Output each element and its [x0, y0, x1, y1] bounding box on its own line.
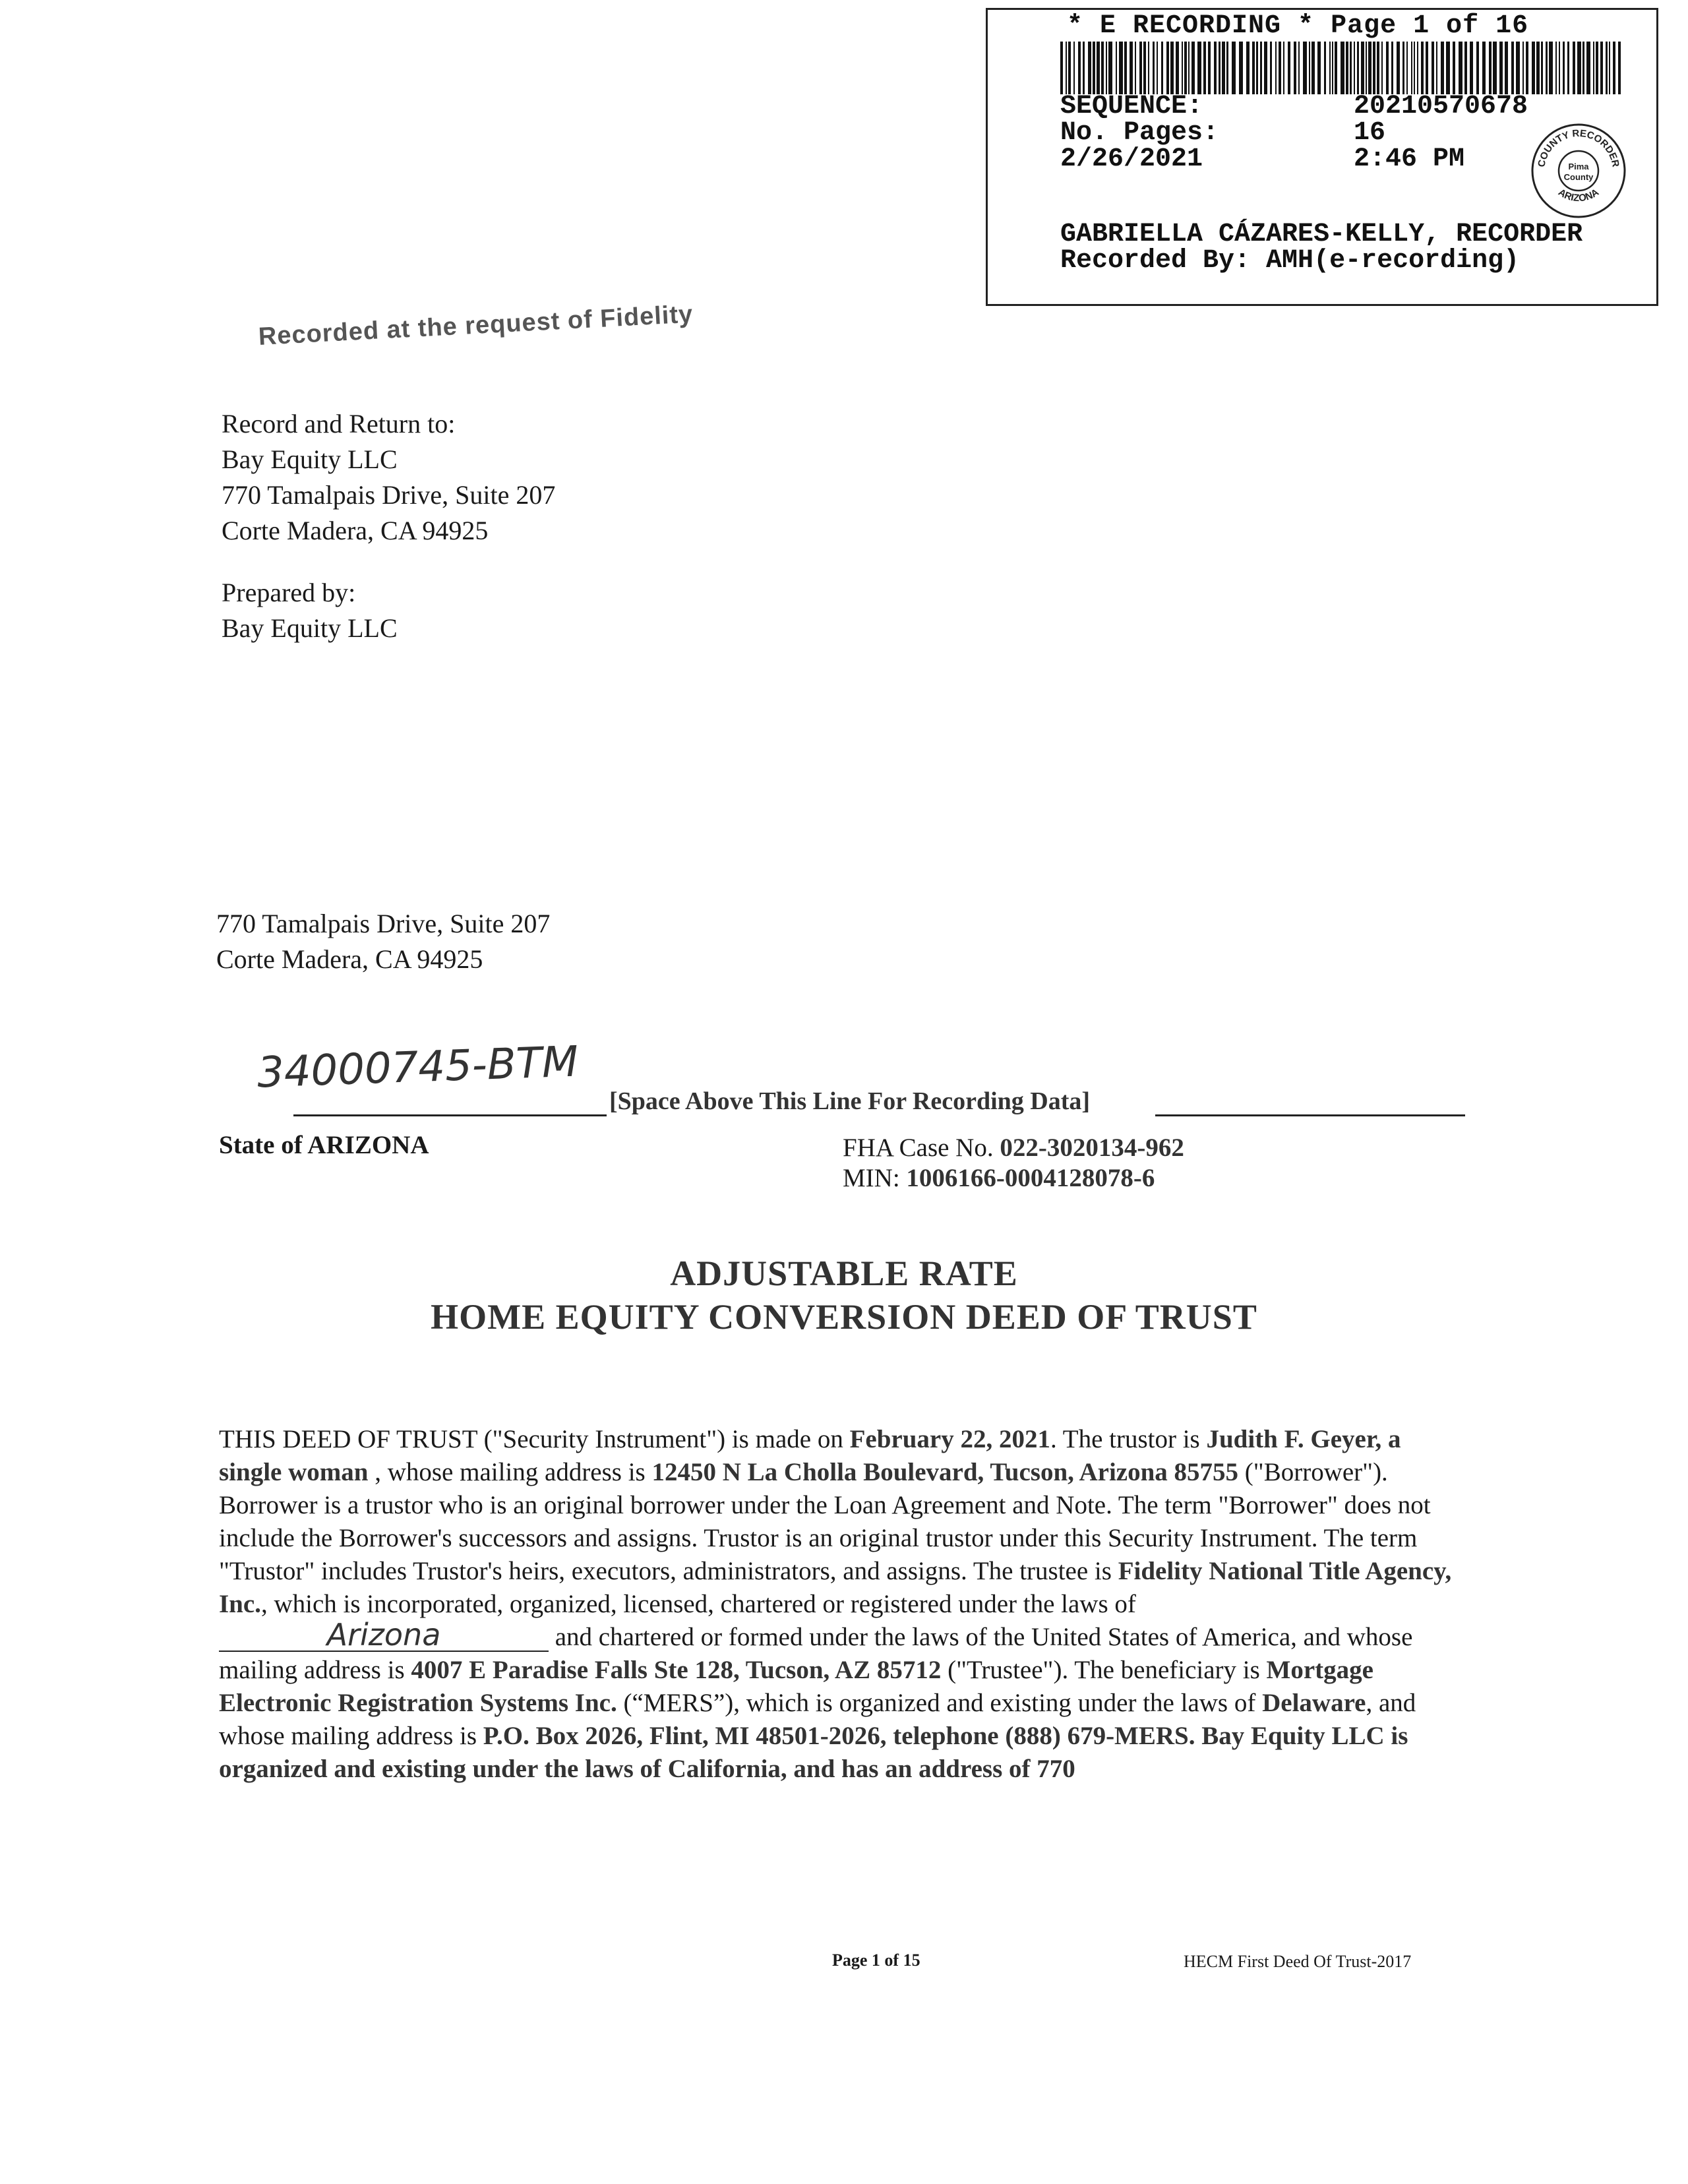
handwritten-file-number: 34000745-BTM	[256, 1037, 580, 1098]
barcode-bar	[1184, 42, 1187, 94]
barcode-bar	[1148, 42, 1149, 94]
body-text: . The trustor is	[1050, 1425, 1207, 1453]
barcode-bar	[1252, 42, 1255, 94]
barcode-bar	[1417, 42, 1418, 94]
barcode-bar	[1073, 42, 1075, 94]
barcode-bar	[1157, 42, 1158, 94]
barcode-bar	[1309, 42, 1310, 94]
barcode-bar	[1153, 42, 1155, 94]
barcode-bar	[1166, 42, 1169, 94]
barcode-bar	[1577, 42, 1581, 94]
prepared-line: Prepared by:	[222, 578, 356, 607]
barcode-bar	[1222, 42, 1225, 94]
barcode-bar	[1294, 42, 1296, 94]
prepared-line: Bay Equity LLC	[222, 613, 398, 643]
barcode-bar	[1188, 42, 1190, 94]
barcode-bar	[1464, 42, 1467, 94]
barcode-bar	[1116, 42, 1117, 94]
deed-date: February 22, 2021	[849, 1425, 1050, 1453]
body-text: , whose mailing address is	[368, 1458, 652, 1486]
body-text: ("Trustee"). The beneficiary is	[941, 1656, 1267, 1684]
barcode-bar	[1549, 42, 1553, 94]
sequence-value: 20210570678	[1354, 92, 1528, 121]
barcode-bar	[1332, 42, 1333, 94]
barcode-bar	[1397, 42, 1400, 94]
address-block	[216, 906, 550, 977]
barcode-bar	[1414, 42, 1415, 94]
body-text: , which is incorporated, organized, licensed, chartered or registered under the laws of	[260, 1590, 1136, 1618]
return-line: 770 Tamalpais Drive, Suite 207	[222, 480, 556, 510]
body-text: THIS DEED OF TRUST ("Security Instrument") is made on	[219, 1425, 850, 1453]
recorder-name: GABRIELLA CÁZARES-KELLY, RECORDER	[1060, 220, 1583, 249]
address-line: 770 Tamalpais Drive, Suite 207	[216, 909, 551, 938]
barcode-bar	[1298, 42, 1300, 94]
barcode-bar	[1582, 42, 1584, 94]
trustor-name: Judith F. Geyer, a single woman	[219, 1425, 1401, 1486]
barcode-bar	[1476, 42, 1479, 94]
barcode-bar	[1441, 42, 1444, 94]
seal-center-1: Pima	[1568, 162, 1589, 171]
address-line: Corte Madera, CA 94925	[216, 944, 483, 974]
fha-case-number	[843, 1133, 1184, 1163]
barcode-bar	[1346, 42, 1348, 94]
barcode-bar	[1357, 42, 1359, 94]
seal-top-text: COUNTY RECORDER	[1536, 127, 1621, 168]
fha-value: 022-3020134-962	[1000, 1134, 1184, 1162]
barcode-bar	[1373, 42, 1375, 94]
barcode-bar	[1068, 42, 1071, 94]
barcode-bar	[1613, 42, 1615, 94]
state-label: State of ARIZONA	[219, 1131, 429, 1159]
barcode-bar	[1499, 42, 1503, 94]
return-line: Bay Equity LLC	[222, 444, 398, 474]
barcode-bar	[1470, 42, 1473, 94]
barcode-bar	[1170, 42, 1174, 94]
space-above-line-label: [Space Above This Line For Recording Data]	[609, 1087, 1091, 1115]
beneficiary-address: P.O. Box 2026, Flint, MI 48501-2026, telephone (888) 679-MERS. Bay Equity LLC is organized and existing under the laws of California, and has an address of 770	[219, 1722, 1408, 1783]
barcode-bar	[1203, 42, 1206, 94]
min-label: MIN:	[843, 1164, 900, 1192]
barcode-bar	[1119, 42, 1123, 94]
fha-label: FHA Case No.	[843, 1134, 994, 1162]
barcode-bar	[1060, 42, 1063, 94]
barcode-bar	[1324, 42, 1326, 94]
barcode-bar	[1516, 42, 1520, 94]
barcode-bar	[1256, 42, 1258, 94]
barcode-bar	[1182, 42, 1183, 94]
stamp-header: * E RECORDING * Page 1 of 16	[1067, 11, 1529, 41]
body-text: (“MERS”), which is organized and existing under the laws of	[617, 1689, 1263, 1717]
barcode-bar	[1526, 42, 1528, 94]
barcode-bar	[1559, 42, 1560, 94]
barcode-bar	[1329, 42, 1331, 94]
barcode-bar	[1555, 42, 1557, 94]
document-title-line-1: ADJUSTABLE RATE	[670, 1254, 1018, 1293]
recording-line-right	[1155, 1114, 1465, 1116]
barcode-bar	[1135, 42, 1136, 94]
barcode-bar	[1124, 42, 1127, 94]
barcode-bar	[1283, 42, 1284, 94]
barcode-bar	[1139, 42, 1142, 94]
seal-center-2: County	[1563, 172, 1594, 182]
seal-bottom-text: ARIZONA	[1556, 187, 1601, 204]
barcode-bar	[1176, 42, 1179, 94]
barcode-bar	[1573, 42, 1575, 94]
barcode-bar	[1593, 42, 1594, 94]
barcode-bar	[1317, 42, 1321, 94]
barcode-bar	[1354, 42, 1355, 94]
barcode-bar	[1350, 42, 1352, 94]
barcode-bar	[1226, 42, 1228, 94]
barcode	[1060, 42, 1621, 94]
barcode-bar	[1482, 42, 1486, 94]
barcode-bar	[1522, 42, 1524, 94]
barcode-bar	[1511, 42, 1514, 94]
barcode-bar	[1078, 42, 1081, 94]
beneficiary-state: Delaware	[1262, 1689, 1366, 1717]
prepared-by-block	[222, 575, 398, 646]
barcode-bar	[1083, 42, 1085, 94]
barcode-bar	[1596, 42, 1598, 94]
barcode-bar	[1421, 42, 1424, 94]
barcode-bar	[1232, 42, 1236, 94]
trustee-name: Fidelity National Title Agency, Inc.	[219, 1557, 1452, 1618]
barcode-bar	[1493, 42, 1497, 94]
beneficiary-name: Mortgage Electronic Registration Systems Inc.	[219, 1656, 1373, 1717]
recording-line-left	[293, 1114, 607, 1116]
barcode-bar	[1197, 42, 1201, 94]
svg-text:ARIZONA	[1556, 187, 1601, 204]
form-name: HECM First Deed Of Trust-2017	[1184, 1952, 1412, 1971]
barcode-bar	[1609, 42, 1610, 94]
barcode-bar	[1270, 42, 1272, 94]
record-time: 2:46 PM	[1354, 144, 1465, 174]
barcode-bar	[1402, 42, 1404, 94]
barcode-bar	[1600, 42, 1603, 94]
recorded-by: Recorded By: AMH(e-recording)	[1060, 246, 1520, 276]
barcode-bar	[1260, 42, 1262, 94]
body-text: and chartered or formed under the laws of the United States of America, and whose mailing address is	[219, 1623, 1413, 1684]
min-number	[843, 1163, 1155, 1193]
barcode-bar	[1432, 42, 1434, 94]
document-title-line-2: HOME EQUITY CONVERSION DEED OF TRUST	[431, 1297, 1257, 1337]
min-value: 1006166-0004128078-6	[906, 1164, 1155, 1192]
record-date: 2/26/2021	[1060, 144, 1203, 174]
barcode-bar	[1381, 42, 1383, 94]
recording-stamp	[986, 8, 1658, 306]
barcode-bar	[1219, 42, 1221, 94]
pages-value: 16	[1354, 118, 1386, 148]
trustor-address: 12450 N La Cholla Boulevard, Tucson, Arizona 85755	[651, 1458, 1239, 1486]
barcode-bar	[1279, 42, 1281, 94]
barcode-bar	[1426, 42, 1428, 94]
body-paragraph	[219, 1423, 1459, 1786]
barcode-bar	[1368, 42, 1372, 94]
barcode-bar	[1489, 42, 1492, 94]
barcode-bar	[1066, 42, 1067, 94]
barcode-bar	[1161, 42, 1163, 94]
barcode-bar	[1536, 42, 1540, 94]
pages-label: No. Pages:	[1060, 118, 1219, 148]
barcode-bar	[1459, 42, 1462, 94]
record-return-block	[222, 406, 555, 549]
fidelity-rubber-stamp: Recorded at the request of Fidelity	[257, 300, 694, 351]
page-number: Page 1 of 15	[832, 1951, 920, 1970]
return-line: Corte Madera, CA 94925	[222, 516, 489, 545]
sequence-label: SEQUENCE:	[1060, 92, 1203, 121]
barcode-bar	[1335, 42, 1337, 94]
barcode-bar	[1567, 42, 1569, 94]
barcode-bar	[1264, 42, 1267, 94]
body-text: ("Borrower"). Borrower is a trustor who is an original borrower under the Loan Agreement and Note. The term "Borrower" does not include the Borrower's successors and assigns. Trustor is an original trustor under this Security Instrument. The term "Trustor" includes Trustor's heirs, executors, administrators, and assigns. The trustee is	[219, 1458, 1431, 1585]
barcode-bar	[1275, 42, 1277, 94]
barcode-bar	[1311, 42, 1315, 94]
barcode-bar	[1532, 42, 1535, 94]
barcode-bar	[1093, 42, 1095, 94]
body-text: , and whose mailing address is	[219, 1689, 1416, 1750]
barcode-bar	[1563, 42, 1565, 94]
county-seal	[1530, 122, 1627, 220]
barcode-bar	[1341, 42, 1344, 94]
barcode-bar	[1541, 42, 1543, 94]
barcode-bar	[1143, 42, 1146, 94]
barcode-bar	[1361, 42, 1364, 94]
barcode-bar	[1130, 42, 1133, 94]
barcode-bar	[1108, 42, 1112, 94]
trustee-address: 4007 E Paradise Falls Ste 128, Tucson, AZ 85712	[411, 1656, 942, 1684]
return-line: Record and Return to:	[222, 409, 456, 439]
barcode-bar	[1436, 42, 1437, 94]
barcode-bar	[1406, 42, 1408, 94]
barcode-bar	[1411, 42, 1412, 94]
barcode-bar	[1386, 42, 1389, 94]
trustee-state-handwritten: Arizona	[326, 1617, 441, 1653]
barcode-bar	[1453, 42, 1455, 94]
barcode-bar	[1505, 42, 1508, 94]
barcode-bar	[1288, 42, 1290, 94]
barcode-bar	[1088, 42, 1091, 94]
barcode-bar	[1446, 42, 1450, 94]
barcode-bar	[1106, 42, 1107, 94]
barcode-bar	[1618, 42, 1621, 94]
barcode-bar	[1586, 42, 1590, 94]
barcode-bar	[1366, 42, 1367, 94]
barcode-bar	[1097, 42, 1100, 94]
barcode-bar	[1606, 42, 1608, 94]
barcode-bar	[1208, 42, 1211, 94]
barcode-bar	[1191, 42, 1195, 94]
barcode-bar	[1391, 42, 1393, 94]
barcode-bar	[1246, 42, 1250, 94]
barcode-bar	[1214, 42, 1217, 94]
barcode-bar	[1377, 42, 1379, 94]
barcode-bar	[1239, 42, 1243, 94]
trustee-state-blank	[219, 1617, 549, 1653]
barcode-bar	[1546, 42, 1548, 94]
barcode-bar	[1303, 42, 1307, 94]
barcode-bar	[1101, 42, 1104, 94]
